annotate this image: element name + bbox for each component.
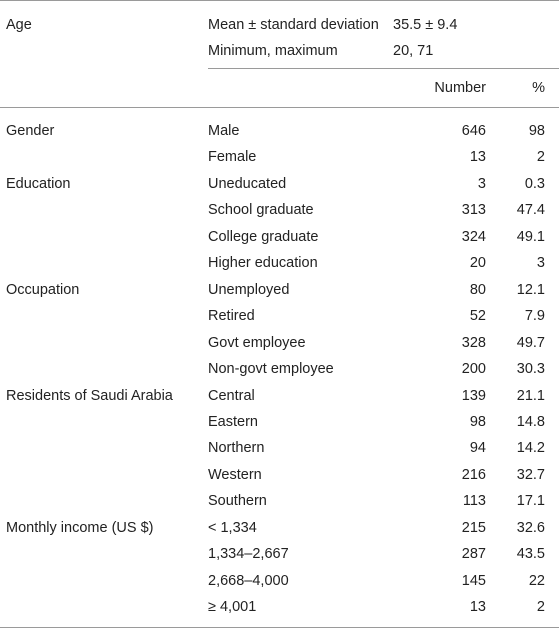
count-value: 13 (469, 149, 486, 165)
percent-value: 49.1 (516, 229, 545, 245)
category-label: Western (208, 467, 262, 483)
age-row-mean (0, 12, 559, 38)
count-value: 139 (461, 388, 486, 404)
category-label: Southern (208, 493, 267, 509)
percent-value: 3 (536, 255, 545, 271)
table-row (0, 541, 559, 567)
count-value: 20 (469, 255, 486, 271)
count-value: 94 (469, 440, 486, 456)
percent-value: 7.9 (524, 308, 545, 324)
category-label: Female (208, 149, 257, 165)
table-row (0, 594, 559, 620)
count-value: 646 (461, 123, 486, 139)
table-row (0, 171, 559, 197)
percent-value: 30.3 (516, 361, 545, 377)
percent-value: 43.5 (516, 546, 545, 562)
category-label: Uneducated (208, 176, 287, 192)
age-stat-label: Minimum, maximum (208, 43, 338, 59)
percent-value: 47.4 (516, 202, 545, 218)
category-label: 2,668–4,000 (208, 573, 289, 589)
table-row (0, 144, 559, 170)
table-row (0, 383, 559, 409)
percent-value: 32.6 (516, 520, 545, 536)
table-row (0, 515, 559, 541)
count-value: 287 (461, 546, 486, 562)
percent-value: 21.1 (516, 388, 545, 404)
table-row (0, 330, 559, 356)
category-label: College graduate (208, 229, 319, 245)
table-row (0, 488, 559, 514)
percent-value: 14.8 (516, 414, 545, 430)
percent-value: 17.1 (516, 493, 545, 509)
age-stat-label: Mean ± standard deviation (208, 17, 379, 33)
count-value: 80 (469, 282, 486, 298)
column-header-row (0, 75, 559, 101)
age-stat-value: 35.5 ± 9.4 (393, 17, 458, 33)
percent-value: 2 (536, 149, 545, 165)
table-row (0, 197, 559, 223)
category-label: School graduate (208, 202, 314, 218)
count-value: 324 (461, 229, 486, 245)
category-label: Unemployed (208, 282, 290, 298)
table-row (0, 250, 559, 276)
table-row (0, 568, 559, 594)
category-label: < 1,334 (208, 520, 257, 536)
category-label: Higher education (208, 255, 318, 271)
table-bottom-rule (0, 627, 559, 628)
category-label: 1,334–2,667 (208, 546, 289, 562)
age-label: Age (6, 17, 32, 33)
category-label: Central (208, 388, 255, 404)
count-value: 313 (461, 202, 486, 218)
category-label: Male (208, 123, 240, 139)
group-label: Occupation (6, 282, 80, 298)
category-label: Non-govt employee (208, 361, 334, 377)
percent-header: % (532, 80, 545, 96)
percent-value: 32.7 (516, 467, 545, 483)
count-value: 328 (461, 335, 486, 351)
percent-value: 0.3 (524, 176, 545, 192)
header-divider (0, 107, 559, 108)
count-value: 98 (469, 414, 486, 430)
count-value: 216 (461, 467, 486, 483)
category-label: Govt employee (208, 335, 306, 351)
group-label: Gender (6, 123, 55, 139)
count-value: 3 (477, 176, 486, 192)
count-value: 113 (462, 493, 486, 509)
table-row (0, 303, 559, 329)
category-label: Retired (208, 308, 255, 324)
table-row (0, 356, 559, 382)
age-divider (208, 68, 559, 69)
group-label: Residents of Saudi Arabia (6, 388, 173, 404)
percent-value: 14.2 (516, 440, 545, 456)
group-label: Monthly income (US $) (6, 520, 154, 536)
percent-value: 98 (528, 123, 545, 139)
count-value: 52 (469, 308, 486, 324)
percent-value: 49.7 (516, 335, 545, 351)
count-value: 215 (461, 520, 486, 536)
category-label: Northern (208, 440, 265, 456)
group-label: Education (6, 176, 71, 192)
count-value: 145 (461, 573, 486, 589)
percent-value: 12.1 (516, 282, 545, 298)
number-header: Number (434, 80, 486, 96)
table-row (0, 435, 559, 461)
percent-value: 2 (536, 599, 545, 615)
table-row (0, 409, 559, 435)
age-stat-value: 20, 71 (393, 43, 434, 59)
percent-value: 22 (528, 573, 545, 589)
table-row (0, 224, 559, 250)
table-row (0, 462, 559, 488)
table-row (0, 277, 559, 303)
count-value: 13 (469, 599, 486, 615)
table-row (0, 118, 559, 144)
age-row-range (0, 38, 559, 64)
count-value: 200 (461, 361, 486, 377)
category-label: Eastern (208, 414, 258, 430)
category-label: ≥ 4,001 (208, 599, 257, 615)
